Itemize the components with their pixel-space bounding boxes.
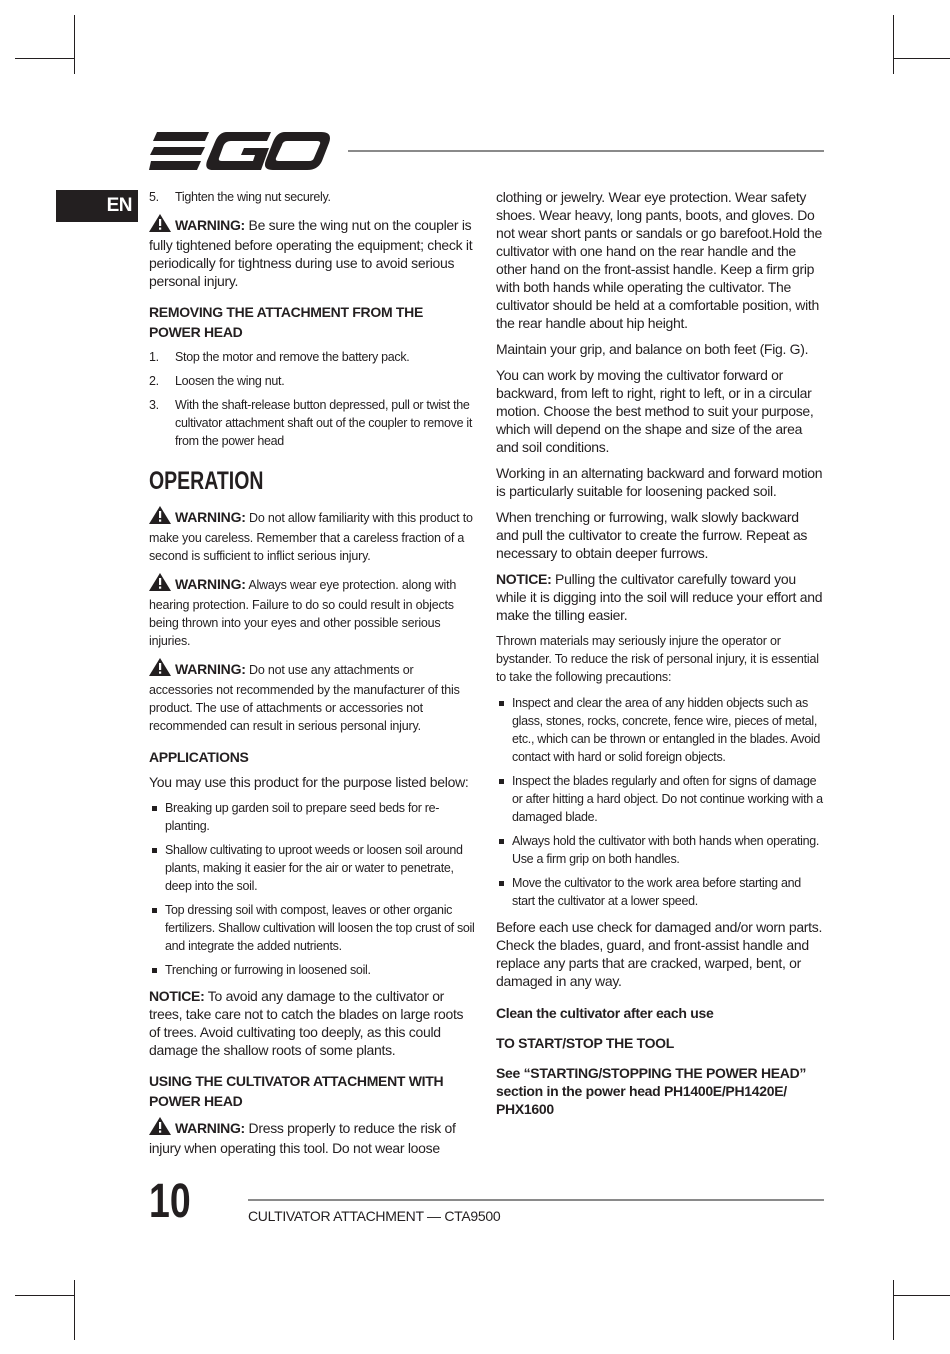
list-item: Inspect the blades regularly and often for signs of damage or after hitting a hard object. Do not continue working with a damaged blade.: [496, 772, 824, 826]
warning-block: WARNING: Always wear eye protection. along with hearing protection. Failure to do so could result in objects being thrown into your eyes and other possible serious injuries.: [149, 573, 477, 650]
page-number: 10: [149, 1175, 191, 1228]
section-heading: APPLICATIONS: [149, 749, 249, 765]
removing-steps: [149, 348, 477, 450]
footer-rule: [248, 1199, 824, 1201]
warning-triangle-icon: [149, 573, 171, 596]
warning-triangle-icon: [149, 506, 171, 529]
crop-mark: [74, 1280, 75, 1340]
header-rule: [348, 150, 824, 152]
section-heading: TO START/STOP THE TOOL: [496, 1035, 675, 1051]
warning-block: WARNING: Do not use any attachments or accessories not recommended by the manufacturer of this product. The use of attachments or accessories not recommended can result in serious personal injury.: [149, 658, 477, 735]
warning-triangle-icon: [149, 658, 171, 681]
list-item: Inspect and clear the area of any hidden objects such as glass, stones, rocks, concrete, fence wire, pieces of metal, etc., which can be thrown or entangled in the blades. Avoid contact with hard or solid foreign objects.: [496, 694, 824, 766]
precautions-list: [496, 694, 824, 910]
bullet-square-icon: [499, 701, 504, 706]
see-reference: See “STARTING/STOPPING THE POWER HEAD” section in the power head PH1400E/PH1420E/ PHX1600: [496, 1065, 807, 1117]
list-item: 5. Tighten the wing nut securely.: [149, 190, 331, 204]
operation-heading: OPERATION: [149, 467, 264, 495]
crop-mark: [15, 58, 74, 59]
warning-block: WARNING: Be sure the wing nut on the coupler is fully tightened before operating the equipment; check it periodically for tightness during use to avoid serious personal injury.: [149, 214, 477, 290]
crop-mark: [893, 15, 894, 74]
section-heading: USING THE CULTIVATOR ATTACHMENT WITH POWER HEAD: [149, 1073, 444, 1109]
list-item: Trenching or furrowing in loosened soil.: [149, 961, 477, 979]
list-item: Breaking up garden soil to prepare seed beds for re-planting.: [149, 799, 477, 835]
paragraph: Maintain your grip, and balance on both feet (Fig. G).: [496, 341, 809, 357]
right-column: [496, 188, 824, 1126]
crop-mark: [893, 1295, 950, 1296]
warning-triangle-icon: [149, 214, 171, 236]
warning-triangle-icon: [149, 1117, 171, 1139]
bullet-square-icon: [499, 779, 504, 784]
notice-block: NOTICE: To avoid any damage to the cultivator or trees, take care not to catch the blades on large roots of trees. Avoid cultivating too deeply, as this could damage the shallow roots of some plants.: [149, 988, 464, 1058]
left-column: [149, 188, 477, 1165]
ego-logo: [149, 130, 331, 177]
warning-block: WARNING: Do not allow familiarity with this product to make you careless. Remember that a careless fraction of a second is sufficient to inflict serious injury.: [149, 506, 477, 565]
list-item: Shallow cultivating to uproot weeds or loosen soil around plants, making it easier for the air or water to penetrate, deep into the soil.: [149, 841, 477, 895]
bullet-square-icon: [152, 968, 157, 973]
footer-title: CULTIVATOR ATTACHMENT — CTA9500: [248, 1208, 501, 1224]
paragraph: Working in an alternating backward and forward motion is particularly suitable for loosening packed soil.: [496, 465, 823, 499]
crop-mark: [893, 1280, 894, 1340]
crop-mark: [893, 58, 950, 59]
list-item: Top dressing soil with compost, leaves or other organic fertilizers. Shallow cultivation will loosen the top crust of soil and integrate the added nutrients.: [149, 901, 477, 955]
bullet-square-icon: [152, 806, 157, 811]
list-item: 2. Loosen the wing nut.: [149, 374, 285, 388]
bullet-square-icon: [499, 839, 504, 844]
crop-mark: [15, 1295, 74, 1296]
section-heading: REMOVING THE ATTACHMENT FROM THE POWER HEAD: [149, 304, 424, 340]
paragraph: clothing or jewelry. Wear eye protection. Wear safety shoes. Wear heavy, long pants, boots, and gloves. Do not wear short pants or sandals or go barefoot.Hold the cultivator with one hand on the rear handle and the other hand on the front-assist handle. Keep a firm grip with both hands while operating the cultivator. The cultivator should be held at a comfortable position, with the rear handle about hip height.: [496, 189, 822, 331]
warning-block: WARNING: Dress properly to reduce the risk of injury when operating this tool. Do not wear loose: [149, 1117, 477, 1157]
paragraph: Thrown materials may seriously injure the operator or bystander. To reduce the risk of personal injury, it is essential to take the following precautions:: [496, 634, 819, 684]
list-item: Always hold the cultivator with both hands when operating. Use a firm grip on both handles.: [496, 832, 824, 868]
crop-mark: [74, 15, 75, 74]
list-item: Move the cultivator to the work area before starting and start the cultivator at a lower speed.: [496, 874, 824, 910]
notice-block: NOTICE: Pulling the cultivator carefully toward you while it is digging into the soil will reduce your effort and make the tilling easier.: [496, 571, 823, 623]
clean-note: Clean the cultivator after each use: [496, 1005, 714, 1021]
bullet-square-icon: [499, 881, 504, 886]
paragraph: When trenching or furrowing, walk slowly backward and pull the cultivator to create the furrow. Repeat as necessary to obtain deeper furrows.: [496, 509, 808, 561]
paragraph: You can work by moving the cultivator forward or backward, from left to right, right to left, or in a circular motion. Choose the best method to suit your purpose, which will depend on the shape and size of the area and soil conditions.: [496, 367, 814, 455]
list-item: 1. Stop the motor and remove the battery pack.: [149, 350, 410, 364]
list-item: 3. With the shaft-release button depressed, pull or twist the cultivator attachment shaft out of the coupler to remove it from the power head: [149, 398, 473, 448]
paragraph: Before each use check for damaged and/or worn parts. Check the blades, guard, and front-assist handle and replace any parts that are cracked, warped, bent, or damaged in any way.: [496, 919, 823, 989]
paragraph: You may use this product for the purpose listed below:: [149, 774, 469, 790]
step-list: [149, 188, 477, 206]
language-tab: EN: [56, 190, 138, 222]
bullet-square-icon: [152, 848, 157, 853]
bullet-square-icon: [152, 908, 157, 913]
applications-list: [149, 799, 477, 979]
